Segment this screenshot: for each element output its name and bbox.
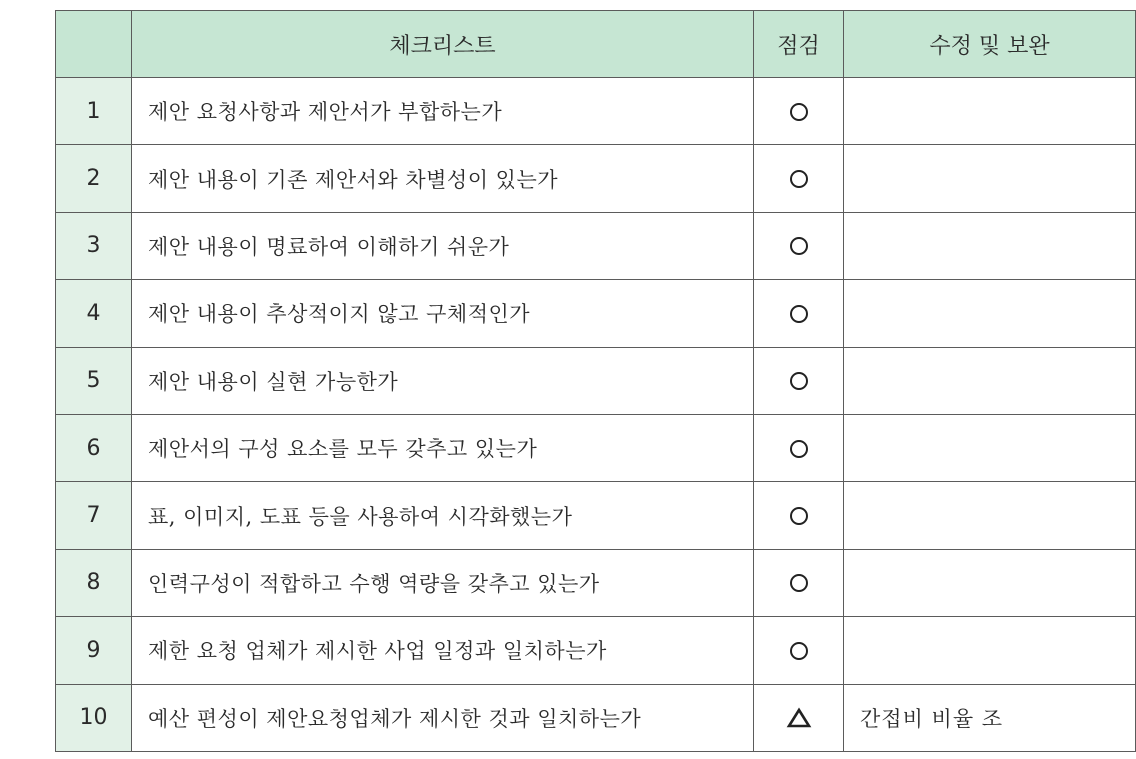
revision-note xyxy=(844,414,1136,481)
table-row xyxy=(56,617,1136,684)
table-row xyxy=(56,549,1136,616)
row-number: 10 xyxy=(56,684,132,751)
check-result xyxy=(754,145,844,212)
revision-note xyxy=(844,549,1136,616)
check-result xyxy=(754,280,844,347)
table-row xyxy=(56,482,1136,549)
table-row xyxy=(56,280,1136,347)
row-number: 4 xyxy=(56,280,132,347)
revision-note xyxy=(844,280,1136,347)
checklist-item: 제안 요청사항과 제안서가 부합하는가 xyxy=(132,78,754,145)
check-result xyxy=(754,347,844,414)
checklist-item: 제한 요청 업체가 제시한 사업 일정과 일치하는가 xyxy=(132,617,754,684)
check-result xyxy=(754,212,844,279)
table-row xyxy=(56,684,1136,751)
circle-mark-icon xyxy=(790,507,808,525)
revision-note: 간접비 비율 조 xyxy=(844,684,1136,751)
row-number: 3 xyxy=(56,212,132,279)
circle-mark-icon xyxy=(790,642,808,660)
triangle-mark-icon xyxy=(787,708,811,728)
row-number: 2 xyxy=(56,145,132,212)
header-check: 점검 xyxy=(754,11,844,78)
row-number: 8 xyxy=(56,549,132,616)
row-number: 6 xyxy=(56,414,132,481)
circle-mark-icon xyxy=(790,103,808,121)
table-row xyxy=(56,212,1136,279)
checklist-table xyxy=(55,10,1136,752)
table-body xyxy=(56,78,1136,752)
checklist-item: 제안 내용이 명료하여 이해하기 쉬운가 xyxy=(132,212,754,279)
row-number: 7 xyxy=(56,482,132,549)
check-result xyxy=(754,684,844,751)
header-checklist: 체크리스트 xyxy=(132,11,754,78)
revision-note xyxy=(844,347,1136,414)
checklist-item: 제안 내용이 추상적이지 않고 구체적인가 xyxy=(132,280,754,347)
checklist-item: 표, 이미지, 도표 등을 사용하여 시각화했는가 xyxy=(132,482,754,549)
checklist-item: 인력구성이 적합하고 수행 역량을 갖추고 있는가 xyxy=(132,549,754,616)
circle-mark-icon xyxy=(790,574,808,592)
circle-mark-icon xyxy=(790,170,808,188)
checklist-item: 제안 내용이 실현 가능한가 xyxy=(132,347,754,414)
checklist-table-container xyxy=(55,10,1050,751)
revision-note xyxy=(844,212,1136,279)
check-result xyxy=(754,414,844,481)
table-row xyxy=(56,414,1136,481)
circle-mark-icon xyxy=(790,237,808,255)
circle-mark-icon xyxy=(790,372,808,390)
row-number: 1 xyxy=(56,78,132,145)
header-number xyxy=(56,11,132,78)
checklist-item: 제안 내용이 기존 제안서와 차별성이 있는가 xyxy=(132,145,754,212)
check-result xyxy=(754,78,844,145)
circle-mark-icon xyxy=(790,440,808,458)
table-row xyxy=(56,78,1136,145)
check-result xyxy=(754,549,844,616)
checklist-item: 예산 편성이 제안요청업체가 제시한 것과 일치하는가 xyxy=(132,684,754,751)
revision-note xyxy=(844,145,1136,212)
check-result xyxy=(754,482,844,549)
header-revision: 수정 및 보완 xyxy=(844,11,1136,78)
table-row xyxy=(56,347,1136,414)
revision-note xyxy=(844,617,1136,684)
row-number: 5 xyxy=(56,347,132,414)
table-header-row xyxy=(56,11,1136,78)
row-number: 9 xyxy=(56,617,132,684)
table-row xyxy=(56,145,1136,212)
revision-note xyxy=(844,482,1136,549)
revision-note xyxy=(844,78,1136,145)
check-result xyxy=(754,617,844,684)
circle-mark-icon xyxy=(790,305,808,323)
checklist-item: 제안서의 구성 요소를 모두 갖추고 있는가 xyxy=(132,414,754,481)
